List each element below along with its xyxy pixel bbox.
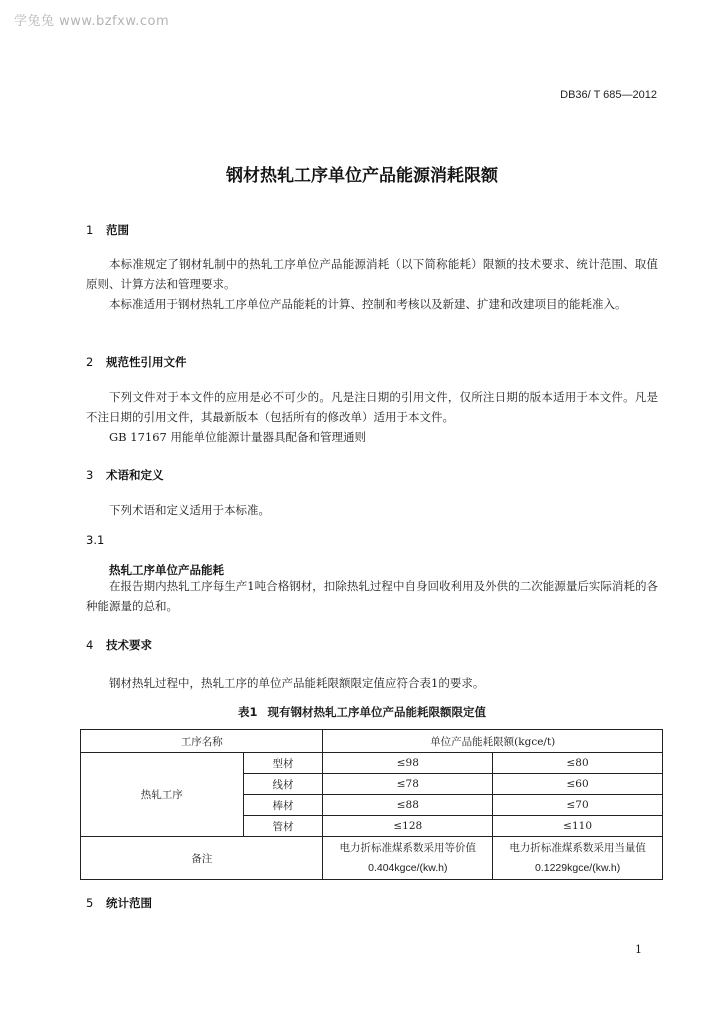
- process-group-cell: 热轧工序: [81, 753, 244, 837]
- product-cell: 管材: [243, 816, 323, 837]
- section-title: 规范性引用文件: [106, 355, 187, 369]
- section-4-heading: [86, 637, 152, 653]
- note-cell-calorific: [493, 837, 663, 880]
- section-1-paragraph-2: 本标准适用于钢材热轧工序单位产品能耗的计算、控制和考核以及新建、扩建和改建项目的能耗准入。: [109, 297, 627, 311]
- term-heading: 热轧工序单位产品能耗: [109, 563, 224, 577]
- section-3-heading: [86, 467, 164, 483]
- section-2-reference: GB 17167 用能单位能源计量器具配备和管理通则: [109, 430, 367, 444]
- limit-value-cell: ≤128: [323, 816, 493, 837]
- section-4-paragraph-1: 钢材热轧过程中，热轧工序的单位产品能耗限额限定值应符合表1的要求。: [109, 676, 485, 690]
- section-1-paragraph-1: 本标准规定了钢材轧制中的热轧工序单位产品能源消耗（以下简称能耗）限额的技术要求、统计范围、取值原则、计算方法和管理要求。: [86, 257, 658, 291]
- table-header-row: [81, 730, 663, 753]
- header-process-name: 工序名称: [81, 730, 323, 753]
- section-2-paragraph-1: 下列文件对于本文件的应用是必不可少的。凡是注日期的引用文件，仅所注日期的版本适用于本文件。凡是不注日期的引用文件，其最新版本（包括所有的修改单）适用于本文件。: [86, 390, 658, 424]
- section-title: 技术要求: [106, 638, 152, 652]
- subsection-3-1-number: 3.1: [86, 533, 105, 547]
- term-definition: 在报告期内热轧工序每生产1吨合格钢材，扣除热轧过程中自身回收利用及外供的二次能源量后实际消耗的各种能源量的总和。: [86, 579, 658, 613]
- section-3-paragraph-1: 下列术语和定义适用于本标准。: [109, 503, 270, 517]
- limit-value-cell: ≤98: [323, 753, 493, 774]
- energy-limits-table: [80, 729, 663, 880]
- section-1-heading: [86, 222, 129, 238]
- table-caption-label: 表1: [237, 705, 258, 719]
- section-number: 3: [86, 468, 94, 482]
- note-text: 电力折标准煤系数采用等价值: [339, 842, 477, 854]
- page-number: 1: [635, 943, 642, 956]
- header-limit: 单位产品能耗限额(kgce/t): [323, 730, 663, 753]
- watermark: 学兔兔 www.bzfxw.com: [14, 14, 170, 29]
- limit-value-cell: ≤70: [493, 795, 663, 816]
- section-title: 统计范围: [106, 896, 152, 910]
- note-text: 电力折标准煤系数采用当量值: [509, 842, 646, 854]
- section-number: 4: [86, 638, 94, 652]
- section-number: 2: [86, 355, 94, 369]
- document-code: DB36/ T 685—2012: [560, 89, 657, 101]
- table-note-row: [81, 837, 663, 880]
- note-value: 0.1229kgce/(kw.h): [534, 862, 621, 874]
- section-title: 范围: [106, 223, 129, 237]
- table-caption: [0, 704, 724, 720]
- product-cell: 线材: [243, 774, 323, 795]
- section-2-heading: [86, 354, 187, 370]
- limit-value-cell: ≤78: [323, 774, 493, 795]
- note-value: 0.404kgce/(kw.h): [368, 862, 448, 874]
- limit-value-cell: ≤110: [493, 816, 663, 837]
- product-cell: 棒材: [243, 795, 323, 816]
- page-title: 钢材热轧工序单位产品能源消耗限额: [226, 166, 498, 186]
- section-number: 5: [86, 896, 94, 910]
- section-number: 1: [86, 223, 94, 237]
- note-label-cell: 备注: [81, 837, 323, 880]
- table-row: [81, 753, 663, 774]
- section-5-heading: [86, 895, 152, 911]
- note-cell-equivalent: [323, 837, 493, 880]
- product-cell: 型材: [243, 753, 323, 774]
- table-caption-text: 现有钢材热轧工序单位产品能耗限额限定值: [267, 705, 486, 719]
- section-title: 术语和定义: [106, 468, 164, 482]
- limit-value-cell: ≤88: [323, 795, 493, 816]
- limit-value-cell: ≤60: [493, 774, 663, 795]
- limit-value-cell: ≤80: [493, 753, 663, 774]
